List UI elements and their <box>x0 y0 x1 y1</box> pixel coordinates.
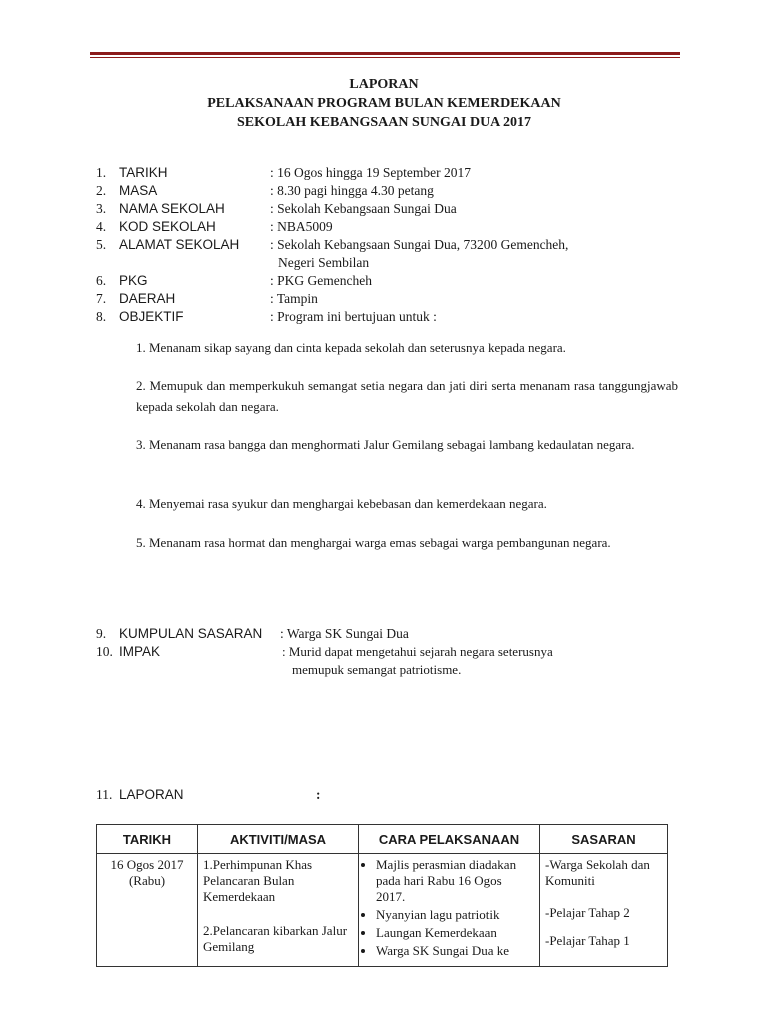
detail-number: 2. <box>96 183 107 198</box>
detail-number: 10. <box>96 644 113 659</box>
target-2: -Pelajar Tahap 2 <box>545 905 630 920</box>
detail-label: OBJEKTIF <box>119 309 184 324</box>
detail-label: IMPAK <box>119 644 161 659</box>
header-rule-thick <box>90 52 680 55</box>
detail-label: ALAMAT SEKOLAH <box>119 237 240 252</box>
detail-label: KOD SEKOLAH <box>119 219 216 234</box>
detail-value-continued: memupuk semangat patriotisme. <box>292 662 462 677</box>
detail-value: : PKG Gemencheh <box>270 273 372 288</box>
activity-2: 2.Pelancaran kibarkan Jalur Gemilang <box>203 923 348 954</box>
cell-methods <box>359 854 540 967</box>
target-1: -Warga Sekolah dan Komuniti <box>545 857 650 888</box>
day-text: (Rabu) <box>128 873 166 888</box>
detail-number: 3. <box>96 201 107 216</box>
detail-label: DAERAH <box>119 291 176 306</box>
target-3: -Pelajar Tahap 1 <box>545 933 630 948</box>
cell-date <box>97 854 198 967</box>
detail-label: LAPORAN <box>119 787 184 802</box>
detail-value: : Murid dapat mengetahui sejarah negara seterusnya <box>282 644 553 659</box>
table-row <box>97 854 668 967</box>
detail-label: PKG <box>119 273 148 288</box>
col-header-aktiviti: AKTIVITI/MASA <box>198 825 359 854</box>
detail-value-continued: Negeri Sembilan <box>278 255 370 270</box>
detail-number: 4. <box>96 219 107 234</box>
detail-label: KUMPULAN SASARAN <box>119 626 263 641</box>
detail-number: 1. <box>96 165 107 180</box>
detail-number: 8. <box>96 309 107 324</box>
col-header-tarikh: TARIKH <box>97 825 198 854</box>
detail-value: : 8.30 pagi hingga 4.30 petang <box>270 183 434 198</box>
activity-1: 1.Perhimpunan Khas Pelancaran Bulan Kemerdekaan <box>203 857 313 904</box>
report-table <box>96 824 668 967</box>
header-rule-thin <box>90 57 680 58</box>
detail-label: NAMA SEKOLAH <box>119 201 225 216</box>
detail-label: TARIKH <box>119 165 168 180</box>
objective-item: 2. Memupuk dan memperkukuh semangat setia negara dan jati diri serta menanam rasa tanggungjawab kepada sekolah dan negara. <box>136 378 678 414</box>
method-item: • Majlis perasmian diadakan pada hari Rabu 16 Ogos 2017. <box>376 857 534 905</box>
detail-value: : Sekolah Kebangsaan Sungai Dua <box>270 201 457 216</box>
report-title: LAPORAN <box>349 77 419 92</box>
objective-item: 5. Menanam rasa hormat dan menghargai warga emas sebagai warga pembangunan negara. <box>136 535 611 550</box>
detail-value: : Warga SK Sungai Dua <box>280 626 409 641</box>
cell-targets <box>540 854 668 967</box>
detail-number: 9. <box>96 626 107 641</box>
objective-item: 1. Menanam sikap sayang dan cinta kepada sekolah dan seterusnya kepada negara. <box>136 340 566 355</box>
col-header-sasaran: SASARAN <box>540 825 668 854</box>
detail-number: 7. <box>96 291 107 306</box>
objective-item: 3. Menanam rasa bangga dan menghormati Jalur Gemilang sebagai lambang kedaulatan negara. <box>136 437 635 452</box>
date-text: 16 Ogos 2017 <box>110 857 184 872</box>
program-title: PELAKSANAAN PROGRAM BULAN KEMERDEKAAN <box>207 96 561 111</box>
method-item: • Laungan Kemerdekaan <box>376 925 534 941</box>
method-item: • Warga SK Sungai Dua ke <box>376 943 534 959</box>
method-item: • Nyanyian lagu patriotik <box>376 907 534 923</box>
col-header-cara: CARA PELAKSANAAN <box>359 825 540 854</box>
detail-value: : Program ini bertujuan untuk : <box>270 309 437 324</box>
detail-value: : NBA5009 <box>270 219 333 234</box>
detail-value: : 16 Ogos hingga 19 September 2017 <box>270 165 471 180</box>
detail-label: MASA <box>119 183 158 198</box>
table-header-row <box>97 825 668 854</box>
detail-number: 5. <box>96 237 107 252</box>
detail-value: : <box>316 787 321 802</box>
school-title: SEKOLAH KEBANGSAAN SUNGAI DUA 2017 <box>236 115 532 130</box>
detail-value: : Sekolah Kebangsaan Sungai Dua, 73200 Gemencheh, <box>270 237 569 252</box>
detail-value: : Tampin <box>270 291 318 306</box>
cell-activity <box>198 854 359 967</box>
objective-item: 4. Menyemai rasa syukur dan menghargai kebebasan dan kemerdekaan negara. <box>136 496 547 511</box>
detail-number: 11. <box>96 787 113 802</box>
detail-number: 6. <box>96 273 107 288</box>
